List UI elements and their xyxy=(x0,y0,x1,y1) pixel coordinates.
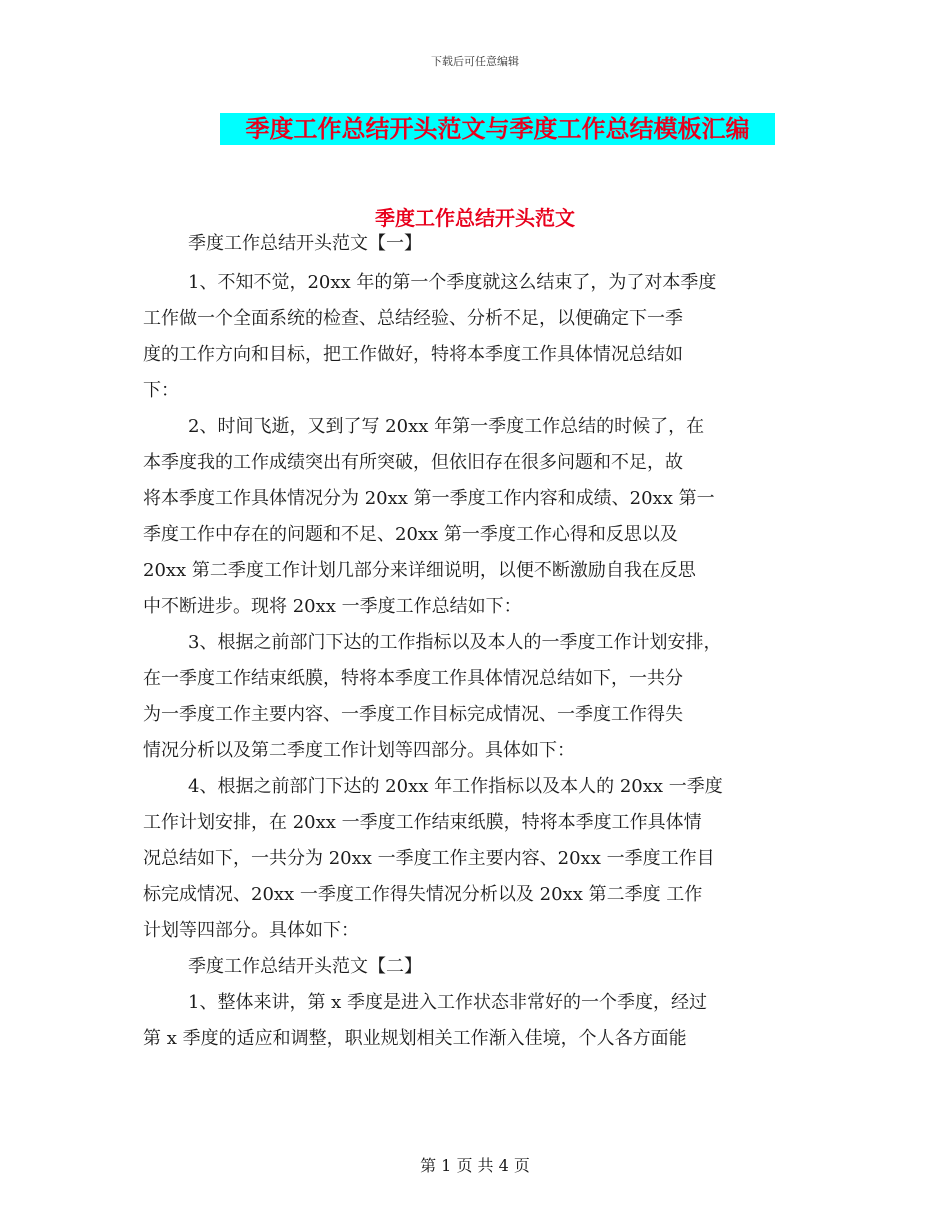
document-body xyxy=(143,222,820,1057)
text-line: 计划等四部分。具体如下： xyxy=(143,920,359,941)
page-footer: 第 1 页 共 4 页 xyxy=(420,1156,530,1175)
text-line: 季度工作总结开头范文【二】 xyxy=(188,956,422,977)
text-line: 1、整体来讲，第 x 季度是进入工作状态非常好的一个季度，经过 xyxy=(188,992,708,1013)
text-line: 季度工作中存在的问题和不足、20xx 第一季度工作心得和反思以及 xyxy=(143,524,678,545)
text-line: 工作做一个全面系统的检查、总结经验、分析不足，以便确定下一季 xyxy=(143,308,683,329)
text-line: 第 x 季度的适应和调整，职业规划相关工作渐入佳境，个人各方面能 xyxy=(143,1028,687,1049)
text-line: 季度工作总结开头范文【一】 xyxy=(188,233,422,254)
text-line: 将本季度工作具体情况分为 20xx 第一季度工作内容和成绩、20xx 第一 xyxy=(143,488,715,509)
text-line: 标完成情况、20xx 一季度工作得失情况分析以及 20xx 第二季度 工作 xyxy=(143,884,703,905)
text-line: 2、时间飞逝，又到了写 20xx 年第一季度工作总结的时候了，在 xyxy=(188,416,705,437)
text-line: 在一季度工作结束纸膜，特将本季度工作具体情况总结如下，一共分 xyxy=(143,668,683,689)
text-line: 度的工作方向和目标，把工作做好，特将本季度工作具体情况总结如 xyxy=(143,344,683,365)
header-note: 下载后可任意编辑 xyxy=(431,55,519,68)
text-line: 工作计划安排，在 20xx 一季度工作结束纸膜，特将本季度工作具体情 xyxy=(143,812,702,833)
text-line: 4、根据之前部门下达的 20xx 年工作指标以及本人的 20xx 一季度 xyxy=(188,776,723,797)
text-line: 下： xyxy=(143,380,179,401)
document-title: 季度工作总结开头范文与季度工作总结模板汇编 xyxy=(220,113,775,145)
text-line: 3、根据之前部门下达的工作指标以及本人的一季度工作计划安排， xyxy=(188,632,722,653)
text-line: 况总结如下，一共分为 20xx 一季度工作主要内容、20xx 一季度工作目 xyxy=(143,848,715,869)
text-line: 中不断进步。现将 20xx 一季度工作总结如下： xyxy=(143,596,522,617)
text-line: 本季度我的工作成绩突出有所突破，但依旧存在很多问题和不足，故 xyxy=(143,452,683,473)
text-line: 为一季度工作主要内容、一季度工作目标完成情况、一季度工作得失 xyxy=(143,704,683,725)
section-title: 季度工作总结开头范文 xyxy=(375,206,575,230)
text-line: 20xx 第二季度工作计划几部分来详细说明，以便不断激励自我在反思 xyxy=(143,560,696,581)
text-line: 情况分析以及第二季度工作计划等四部分。具体如下： xyxy=(143,740,575,761)
text-line: 1、不知不觉，20xx 年的第一个季度就这么结束了，为了对本季度 xyxy=(188,272,717,293)
